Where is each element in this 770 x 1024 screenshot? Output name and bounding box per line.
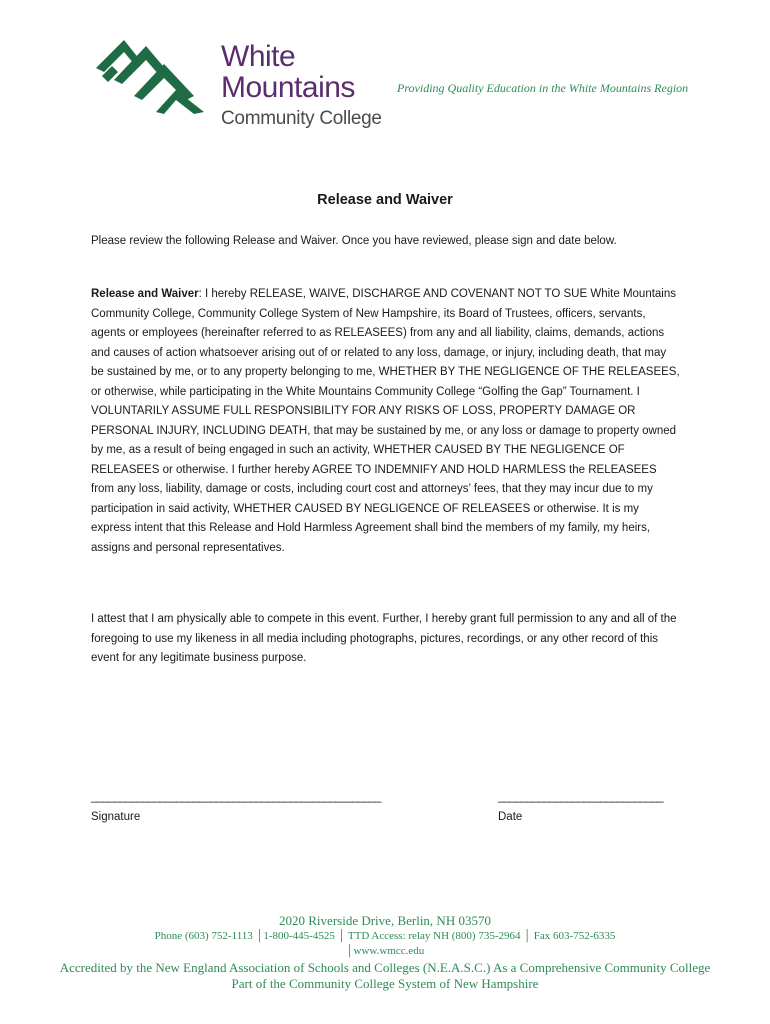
logo-line-white: White — [221, 40, 296, 73]
release-waiver-body: : I hereby RELEASE, WAIVE, DISCHARGE AND COVENANT NOT TO SUE White Mountains Community College, Community College System of New Hampshire, its Board of Trustees, officers, servants, agents or employees (hereinafter referred to as RELEASEES) from any and all liability, claims, demands, actions and causes of action whatsoever arising out of or related to any loss, damage, or injury, including death, that may be sustained by me, or to any property belonging to me, WHETHER BY THE NEGLIGENCE OF THE RELEASEES, or otherwise, while participating in the White Mountains Community College “Golfing the Gap” Tournament. I VOLUNTARILY ASSUME FULL RESPONSIBILITY FOR ANY RISKS OF LOSS, PROPERTY DAMAGE OR PERSONAL INJURY, INCLUDING DEATH, that may be sustained by me, or any loss or damage to property owned by me, as a result of being engaged in such an activity, WHETHER CAUSED BY THE NEGLIGENCE OF RELEASEES or otherwise. I further hereby AGREE TO INDEMNIFY AND HOLD HARMLESS the RELEASEES from any loss, liability, damage or costs, including court cost and attorneys’ fees, that they may incur due to my participation in said activity, WHETHER CAUSED BY NEGLIGENCE OF RELEASEES or otherwise. It is my express intent that this Release and Hold Harmless Agreement shall bind the members of my family, my heirs, assigns and personal representatives. — [91, 288, 680, 554]
footer-address: 2020 Riverside Drive, Berlin, NH 03570 — [279, 913, 491, 928]
intro-text: Please review the following Release and Waiver. Once you have reviewed, please sign and date below. — [91, 235, 617, 247]
footer-system: Part of the Community College System of New Hampshire — [231, 976, 539, 991]
release-waiver-paragraph — [91, 285, 681, 558]
tagline: Providing Quality Education in the White Mountains Region — [397, 81, 689, 95]
signature-line[interactable]: ___________________________________________________ — [91, 789, 381, 803]
logo-line-mountains: Mountains — [221, 71, 355, 104]
footer-phone: Phone (603) 752-1113 │1-800-445-4525 │ TTD Access: relay NH (800) 735-2964 │ Fax 603-752-6335 — [154, 930, 616, 942]
attestation-paragraph: I attest that I am physically able to compete in this event. Further, I hereby grant full permission to any and all of the foregoing to use my likeness in all media including photographs, pictures, recordings, or any other record of this event for any legitimate business purpose. — [91, 613, 677, 664]
mountains-logo-icon — [94, 36, 214, 116]
signature-label: Signature — [91, 811, 141, 823]
footer — [0, 913, 770, 992]
date-label: Date — [498, 811, 523, 823]
footer-website: │www.wmcc.edu — [345, 945, 425, 957]
release-waiver-lead: Release and Waiver — [91, 288, 199, 300]
college-logo-wordmark — [221, 42, 382, 128]
footer-accreditation: Accredited by the New England Association of Schools and Colleges (N.E.A.S.C.) As a Comprehensive Community College — [59, 960, 711, 975]
logo-line-community-college: Community College — [221, 108, 382, 129]
document-title: Release and Waiver — [317, 192, 453, 208]
date-line[interactable]: _____________________________ — [498, 789, 663, 803]
